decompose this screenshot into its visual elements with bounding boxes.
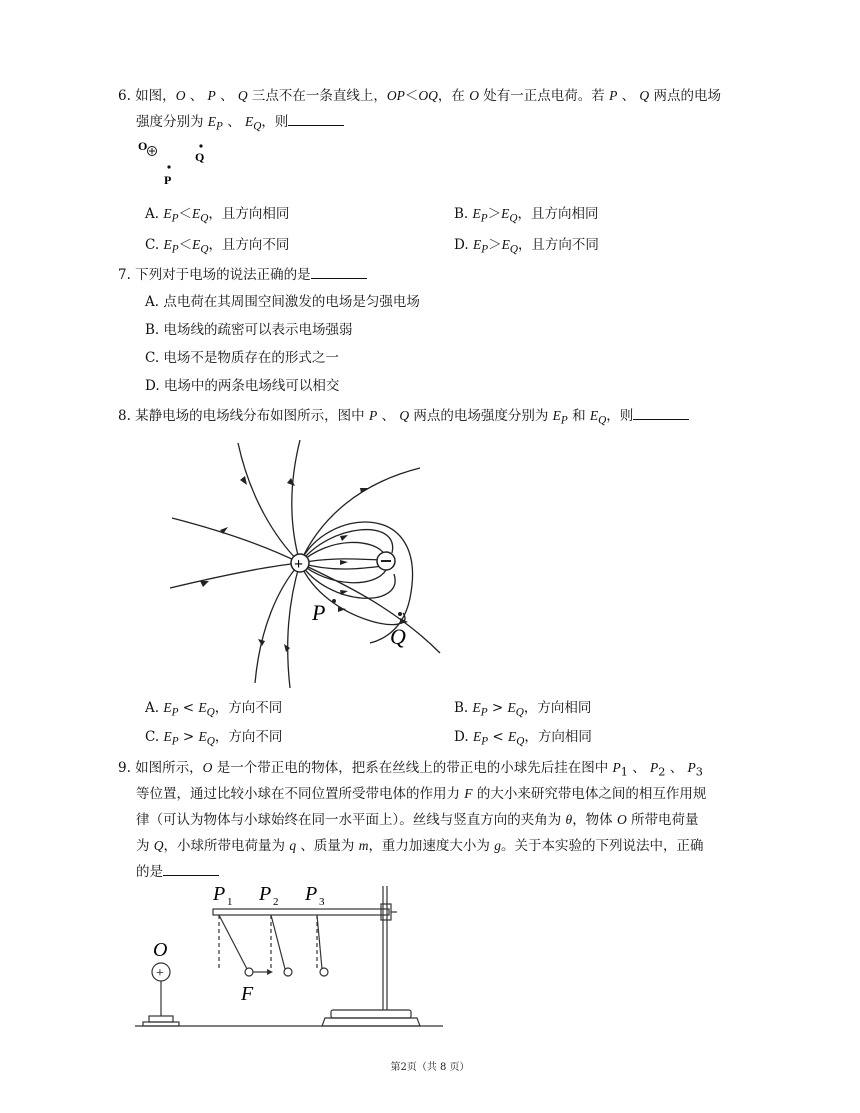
q8-option-d[interactable]: D. $E_P < E_Q$，方向相同 [454,729,592,748]
p2-label: P [259,883,272,905]
point-q-dot [199,144,202,147]
q6-figure [136,138,226,190]
q8-field-line-figure [160,438,450,688]
q7-stem: 7. 下列对于电场的说法正确的是 [118,263,367,283]
point-q-dot [398,612,402,616]
q9-stem-line1: 9. 如图所示，O 是一个带正电的物体，把系在丝线上的带正电的小球先后挂在图中 $P_1$ 、 $P_2$ 、 $P_3$ [118,760,703,779]
q9-apparatus-figure [135,878,445,1030]
q6-option-a[interactable]: A. $E_P<E_Q$，且方向相同 [145,206,290,225]
q6-number: 6. [118,88,131,104]
q7-option-c[interactable]: C. 电场不是物质存在的形式之一 [145,350,339,366]
q9-stem-line4: 为 Q，小球所带电荷量为 q 、质量为 m，重力加速度大小为 g。关于本实验的下列说法中，正确 [136,838,704,854]
q8-stem: 8. 某静电场的电场线分布如图所示，图中 P 、 Q 两点的电场强度分别为 $E_P$ 和 $E_Q$，则 [118,404,689,427]
q9-stem-line2: 等位置，通过比较小球在不同位置所受带电体的作用力 F 的大小来研究带电体之间的相互作用规 [136,786,707,802]
answer-blank [311,267,367,279]
q6-option-c[interactable]: C. $E_P<E_Q$，且方向不同 [145,237,290,256]
point-q-label: Q [390,624,406,649]
q9-stem-line3: 律（可认为物体与小球始终在同一水平面上）。丝线与竖直方向的夹角为 θ，物体 O 所带电荷量 [136,812,699,828]
q6-stem-line2: 强度分别为 $E_P$ 、 $E_Q$，则 [136,110,344,133]
q8-option-c[interactable]: C. $E_P > E_Q$，方向不同 [145,729,283,748]
p1-label: P [213,883,226,905]
answer-blank [288,114,344,126]
point-p-dot [332,599,336,603]
answer-blank [633,408,689,420]
q6-stem-line1: 6. 如图，O 、 P 、 Q 三点不在一条直线上，OP＜OQ，在 O 处有一正点电荷。若 P 、 Q 两点的电场 [118,88,721,104]
p1-subscript: 1 [227,896,233,908]
point-q-label: Q [195,150,205,164]
force-f-label: F [241,983,254,1005]
positive-charge-label: + [294,556,304,573]
q6-option-b[interactable]: B. $E_P>E_Q$，且方向相同 [454,206,599,225]
q7-option-b[interactable]: B. 电场线的疏密可以表示电场强弱 [145,322,353,338]
point-o-label: O [138,139,148,153]
point-p-label: P [312,600,326,625]
answer-blank [163,864,219,876]
q9-stem-line5: 的是 [136,860,219,880]
q8-option-a[interactable]: A. $E_P < E_Q$，方向不同 [145,700,283,719]
page-footer: 第2页（共 8 页） [390,1062,470,1073]
point-p-label: P [164,173,172,187]
p3-label: P [305,883,318,905]
q6-option-d[interactable]: D. $E_P>E_Q$，且方向不同 [454,237,599,256]
q7-option-d[interactable]: D. 电场中的两条电场线可以相交 [145,378,340,394]
q8-option-b[interactable]: B. $E_P > E_Q$，方向相同 [454,700,592,719]
object-o-label: O [153,939,168,961]
force-arrow [267,969,273,975]
p2-subscript: 2 [273,896,279,908]
p3-subscript: 3 [319,896,325,908]
point-p-dot [167,165,170,168]
positive-charge-label: + [156,966,164,981]
q7-option-a[interactable]: A. 点电荷在其周围空间激发的电场是匀强电场 [145,294,420,310]
